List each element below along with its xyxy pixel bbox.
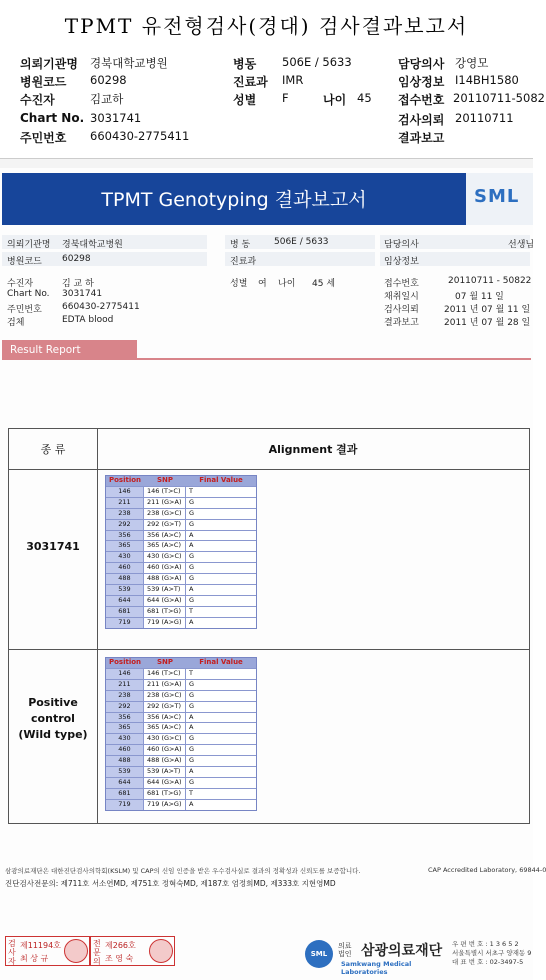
snp-change-cell: 292 (G>T) <box>144 519 186 530</box>
snp-change-cell: 211 (G>A) <box>144 497 186 508</box>
snp-row <box>106 519 256 530</box>
snp-row <box>106 508 256 519</box>
snp-change-cell: 365 (A>C) <box>144 540 186 551</box>
age-value: 45 <box>357 91 372 105</box>
snp-position-cell: 681 <box>106 788 144 799</box>
patient-label: 수진자 <box>20 93 55 107</box>
snp-final-value-cell: G <box>186 744 256 755</box>
hospital-code-value: 60298 <box>90 73 127 87</box>
snp-row <box>106 497 256 508</box>
info-specimen: EDTA blood <box>62 315 114 325</box>
snp-change-cell: 488 (G>A) <box>144 755 186 766</box>
address-line-1: 우 편 번 호 : 1 3 6 5 2 <box>452 940 519 948</box>
snp-change-cell: 430 (G>C) <box>144 733 186 744</box>
info-patient-label: 수진자 <box>7 279 34 289</box>
doctor-label: 담당의사 <box>398 57 445 71</box>
snp-position-cell: 430 <box>106 551 144 562</box>
info-receipt-label: 접수번호 <box>384 279 419 289</box>
snp-position-cell: 365 <box>106 540 144 551</box>
snp-row <box>106 788 256 799</box>
snp-position-cell: 539 <box>106 766 144 777</box>
snp-change-cell: 719 (A>G) <box>144 617 186 628</box>
info-sex-label: 성별 <box>230 279 248 289</box>
snp-final-value-cell: A <box>186 712 256 723</box>
snp-final-value-cell: G <box>186 755 256 766</box>
snp-final-value-cell: G <box>186 497 256 508</box>
sex-label: 성별 <box>233 93 257 107</box>
specialist-stamp-name: 조 영 숙 <box>105 954 134 963</box>
snp-final-value-cell: G <box>186 551 256 562</box>
snp-position-cell: 292 <box>106 519 144 530</box>
snp-change-cell: 719 (A>G) <box>144 799 186 810</box>
snp-final-value-cell: A <box>186 766 256 777</box>
samkwang-brand <box>305 938 455 974</box>
address-line-3: 대 표 번 호 : 02-3497-5 <box>452 958 524 966</box>
document-title: TPMT 유전형검사(경대) 검사결과보고서 <box>64 14 469 38</box>
snp-change-cell: 356 (A>C) <box>144 530 186 541</box>
snp-position-cell: 365 <box>106 722 144 733</box>
brand-english: Samkwang Medical Laboratories <box>341 960 412 976</box>
examiner-stamp-label: 검사자 <box>8 939 16 966</box>
snp-row <box>106 551 256 562</box>
info-patient: 김 교 하 <box>62 279 94 289</box>
ward-label: 병동 <box>233 57 257 71</box>
snp-row <box>106 573 256 584</box>
snp-change-cell: 488 (G>A) <box>144 573 186 584</box>
snp-row <box>106 777 256 788</box>
snp-change-cell: 146 (T>C) <box>144 486 186 497</box>
request-value: 20110711 <box>455 111 514 125</box>
snp-position-cell: 644 <box>106 595 144 606</box>
snp-change-cell: 460 (G>A) <box>144 744 186 755</box>
snp-change-cell: 539 (A>T) <box>144 584 186 595</box>
report-banner-title: TPMT Genotyping 결과보고서 <box>101 189 367 211</box>
rrn-value: 660430-2775411 <box>90 129 190 143</box>
dept-label: 진료과 <box>233 75 268 89</box>
specialist-stamp <box>90 936 175 966</box>
snp-final-value-cell: G <box>186 733 256 744</box>
snp-row <box>106 755 256 766</box>
snp-position-cell: 238 <box>106 508 144 519</box>
examiner-stamp-number: 제11194호 <box>20 941 61 950</box>
info-doctor: 선생님 <box>508 240 535 250</box>
specialist-stamp-label: 전문의 <box>93 939 101 966</box>
sml-logo <box>466 173 533 225</box>
snp-final-value-cell: T <box>186 486 256 497</box>
snp-alignment-table <box>105 475 257 629</box>
snp-position-cell: 356 <box>106 712 144 723</box>
snp-position-cell: 719 <box>106 799 144 810</box>
hospital-code-label: 병원코드 <box>20 75 67 89</box>
sample-label-line: Positive <box>28 696 78 709</box>
snp-final-value-cell: G <box>186 701 256 712</box>
snp-change-cell: 430 (G>C) <box>144 551 186 562</box>
snp-position-cell: 292 <box>106 701 144 712</box>
sex-value: F <box>282 91 289 105</box>
snp-row <box>106 486 256 497</box>
age-label: 나이 <box>323 93 347 107</box>
cap-accreditation: CAP Accredited Laboratory, 69844-0 <box>428 866 546 874</box>
snp-column-header: Final Value <box>199 658 243 666</box>
snp-final-value-cell: A <box>186 584 256 595</box>
sample-label <box>9 539 97 555</box>
info-doctor-label: 담당의사 <box>384 240 419 250</box>
sample-label-line: control <box>31 712 75 725</box>
sml-logo-text: SML <box>474 186 520 207</box>
snp-final-value-cell: A <box>186 799 256 810</box>
snp-final-value-cell: G <box>186 573 256 584</box>
info-collect-label: 채취일시 <box>384 292 419 302</box>
info-clinical-label: 임상정보 <box>384 257 419 267</box>
chart-value: 3031741 <box>90 111 142 125</box>
snp-column-header: SNP <box>156 658 174 666</box>
snp-position-cell: 460 <box>106 744 144 755</box>
snp-change-cell: 365 (A>C) <box>144 722 186 733</box>
snp-row <box>106 712 256 723</box>
snp-row <box>106 606 256 617</box>
info-ward: 506E / 5633 <box>274 237 329 247</box>
snp-change-cell: 238 (G>C) <box>144 690 186 701</box>
dept-value: IMR <box>282 73 304 87</box>
snp-row <box>106 733 256 744</box>
snp-final-value-cell: G <box>186 690 256 701</box>
examiner-stamp <box>5 936 90 966</box>
divider <box>0 158 533 168</box>
report-banner <box>2 173 466 225</box>
snp-final-value-cell: T <box>186 606 256 617</box>
snp-column-header: Final Value <box>199 476 243 484</box>
snp-position-cell: 539 <box>106 584 144 595</box>
snp-change-cell: 238 (G>C) <box>144 508 186 519</box>
snp-position-cell: 719 <box>106 617 144 628</box>
patient-value: 김교하 <box>90 92 124 106</box>
snp-row <box>106 766 256 777</box>
info-receipt: 20110711 - 50822 <box>448 276 532 286</box>
info-sex: 여 <box>258 279 267 289</box>
snp-position-cell: 211 <box>106 497 144 508</box>
snp-row <box>106 562 256 573</box>
snp-position-cell: 488 <box>106 573 144 584</box>
snp-final-value-cell: G <box>186 595 256 606</box>
result-report-title: Result Report <box>10 344 81 356</box>
accreditation-note: 삼광의료재단은 대한진단검사의학회(KSLM) 및 CAP의 신임 인증을 받은 우수검사실로 결과의 정확성과 신뢰도를 보증합니다. <box>5 867 361 875</box>
snp-position-cell: 430 <box>106 733 144 744</box>
snp-final-value-cell: G <box>186 777 256 788</box>
snp-row <box>106 701 256 712</box>
info-request-label: 검사의뢰 <box>384 305 419 315</box>
snp-final-value-cell: A <box>186 530 256 541</box>
snp-position-cell: 238 <box>106 690 144 701</box>
info-report: 2011 년 07 월 28 일 <box>444 318 531 328</box>
snp-change-cell: 681 (T>G) <box>144 606 186 617</box>
snp-row <box>106 584 256 595</box>
snp-position-cell: 211 <box>106 679 144 690</box>
brand-name: 삼광의료재단 <box>361 943 443 959</box>
rrn-label: 주민번호 <box>20 131 67 145</box>
snp-column-header: Position <box>108 658 142 666</box>
snp-change-cell: 644 (G>A) <box>144 777 186 788</box>
receipt-value: 20110711-5082 <box>453 91 545 105</box>
snp-column-header: Position <box>108 476 142 484</box>
specialists-list: 진단검사전문의: 제711호 서소연MD, 제751호 정혁숙MD, 제187호 엄정희MD, 제333호 지현영MD <box>5 879 336 888</box>
info-age: 45 세 <box>312 279 336 289</box>
snp-change-cell: 356 (A>C) <box>144 712 186 723</box>
info-institution: 경북대학교병원 <box>62 240 123 250</box>
report-label: 결과보고 <box>398 131 445 145</box>
examiner-seal-icon <box>64 939 88 963</box>
col-alignment-header: Alignment 결과 <box>268 443 358 456</box>
snp-row <box>106 722 256 733</box>
snp-row <box>106 540 256 551</box>
info-dept-label: 진료과 <box>230 257 257 267</box>
snp-final-value-cell: G <box>186 519 256 530</box>
snp-change-cell: 681 (T>G) <box>144 788 186 799</box>
receipt-label: 접수번호 <box>398 93 445 107</box>
info-ward-label: 병 동 <box>230 240 251 250</box>
specialist-stamp-number: 제266호 <box>105 941 136 950</box>
info-report-label: 결과보고 <box>384 318 419 328</box>
snp-row <box>106 744 256 755</box>
snp-row <box>106 799 256 810</box>
snp-change-cell: 211 (G>A) <box>144 679 186 690</box>
info-hospital-code: 60298 <box>62 254 91 264</box>
snp-final-value-cell: A <box>186 617 256 628</box>
info-rrn: 660430-2775411 <box>62 302 140 312</box>
brand-logo-icon: SML <box>305 940 333 968</box>
snp-position-cell: 460 <box>106 562 144 573</box>
clinical-label: 임상정보 <box>398 75 445 89</box>
snp-final-value-cell: G <box>186 508 256 519</box>
result-report-rule <box>137 358 531 360</box>
snp-change-cell: 146 (T>C) <box>144 668 186 679</box>
snp-column-header: SNP <box>156 476 174 484</box>
info-chart: 3031741 <box>62 289 103 299</box>
snp-final-value-cell: A <box>186 722 256 733</box>
snp-row <box>106 679 256 690</box>
info-hospital-code-label: 병원코드 <box>7 257 42 267</box>
snp-position-cell: 356 <box>106 530 144 541</box>
snp-row <box>106 668 256 679</box>
info-rrn-label: 주민번호 <box>7 305 42 315</box>
result-report-tab <box>2 340 137 360</box>
sample-label-line: (Wild type) <box>18 728 88 741</box>
snp-position-cell: 146 <box>106 668 144 679</box>
institution-label: 의뢰기관명 <box>20 57 78 71</box>
snp-final-value-cell: A <box>186 540 256 551</box>
request-label: 검사의뢰 <box>398 113 445 127</box>
snp-final-value-cell: T <box>186 668 256 679</box>
snp-alignment-table <box>105 657 257 811</box>
info-institution-label: 의뢰기관명 <box>7 240 51 250</box>
snp-change-cell: 644 (G>A) <box>144 595 186 606</box>
scanned-report <box>0 168 546 980</box>
snp-position-cell: 644 <box>106 777 144 788</box>
snp-position-cell: 681 <box>106 606 144 617</box>
ward-value: 506E / 5633 <box>282 55 352 69</box>
sample-label <box>9 695 97 743</box>
snp-row <box>106 617 256 628</box>
brand-prefix: 의료 법인 <box>338 942 352 958</box>
snp-change-cell: 539 (A>T) <box>144 766 186 777</box>
info-specimen-label: 검체 <box>7 318 25 328</box>
snp-position-cell: 488 <box>106 755 144 766</box>
info-chart-label: Chart No. <box>7 289 50 299</box>
info-collect: 07 월 11 일 <box>455 292 504 302</box>
result-table <box>8 428 530 824</box>
info-request: 2011 년 07 월 11 일 <box>444 305 531 315</box>
snp-row <box>106 595 256 606</box>
specialist-seal-icon <box>149 939 173 963</box>
chart-label: Chart No. <box>20 111 85 125</box>
snp-change-cell: 460 (G>A) <box>144 562 186 573</box>
clinical-value: I14BH1580 <box>455 73 519 87</box>
info-age-label: 나이 <box>278 279 296 289</box>
col-type-header: 종 류 <box>40 443 66 456</box>
sample-label-line: 3031741 <box>26 540 80 553</box>
snp-change-cell: 292 (G>T) <box>144 701 186 712</box>
snp-final-value-cell: G <box>186 679 256 690</box>
snp-position-cell: 146 <box>106 486 144 497</box>
snp-final-value-cell: G <box>186 562 256 573</box>
institution-value: 경북대학교병원 <box>90 56 168 70</box>
snp-row <box>106 530 256 541</box>
snp-row <box>106 690 256 701</box>
address-line-2: 서울특별시 서초구 양재동 9 <box>452 949 532 957</box>
doctor-value: 강영모 <box>455 56 489 70</box>
snp-final-value-cell: T <box>186 788 256 799</box>
examiner-stamp-name: 최 상 규 <box>20 954 49 963</box>
